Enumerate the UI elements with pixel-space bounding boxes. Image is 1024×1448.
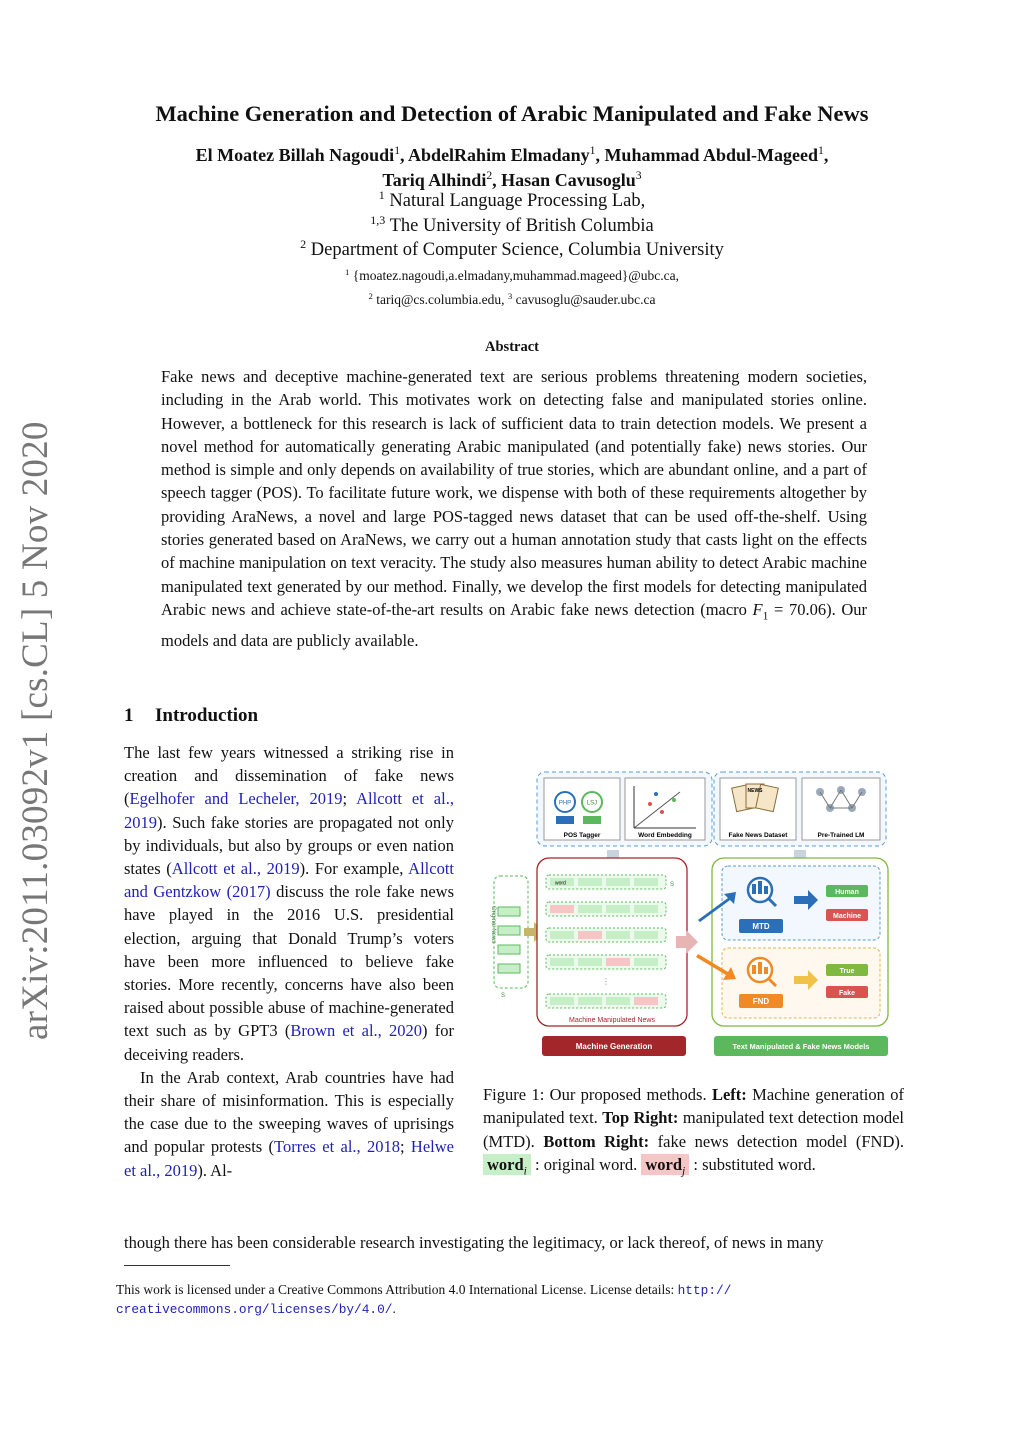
citation-link[interactable]: Helwe et al., 2019 [124, 1137, 454, 1180]
svg-text:⋮: ⋮ [602, 977, 610, 986]
svg-text:Machine Generation: Machine Generation [575, 1042, 653, 1051]
author: Hasan Cavusoglu [501, 170, 636, 190]
svg-text:Text Manipulated & Fake News M: Text Manipulated & Fake News Models [732, 1042, 870, 1051]
footnote-rule [124, 1265, 230, 1266]
svg-text:True: True [839, 968, 855, 975]
citation-link[interactable]: Allcott and Gentzkow (2017) [124, 859, 454, 902]
paragraph: The last few years witnessed a striking rise in creation and dissemination of fake news (Egelhofer and Lecheler, 2019; Allcott et al., 2019). Such fake stories are propagated not only by individuals, but also by groups or even nation states (Allcott et al., 2019). For example, Allcott and Gentzkow (2017) discuss the role fake news have played in the 2016 U.S. presidential election, arguing that Donald Trump’s voters have been more influenced to believe fake stories. More recently, concerns have also been raised about possible abuse of machine-generated text such as by GPT3 (Brown et al., 2020) for deceiving readers. [124, 743, 455, 1064]
svg-text:PHP: PHP [558, 800, 572, 807]
original-word-swatch: word$_i$ [483, 1154, 531, 1175]
author: Tariq Alhindi [382, 170, 487, 190]
paper-title: Machine Generation and Detection of Arabic Manipulated and Fake News [155, 101, 869, 126]
author: AbdelRahim Elmadany [408, 145, 590, 165]
citation-link[interactable]: Egelhofer and Lecheler, 2019 [129, 789, 343, 809]
author: El Moatez Billah Nagoudi [195, 145, 395, 165]
svg-text:Human: Human [835, 889, 859, 896]
citation-link[interactable]: Brown et al., 2020 [290, 1021, 423, 1041]
author-list: El Moatez Billah Nagoudi$^1$, AbdelRahim Elmadany$^1$, Muhammad Abdul-Mageed$^1$, Tariq Alhindi$^2$, Hasan Cavusoglu$^3$ [195, 143, 829, 190]
abstract-body: Fake news and deceptive machine-generated text are serious problems threatening modern societies, including in the Arab world. This motivates work on detecting false and manipulated stories online. However, a bottleneck for this research is lack of sufficient data to train detection models. We present a novel method for automatically generating Arabic manipulated (and potentially fake) news stories. Our method is simple and only depends on availability of true stories, which are abundant online, and a part of speech tagger (POS). To facilitate future work, we dispense with both of these requirements altogether by providing AraNews, a novel and large POS-tagged news dataset that can be used off-the-shelf. Using stories generated based on AraNews, we carry out a human annotation study that casts light on the effects of machine manipulation on text veracity. The study also measures human ability to detect Arabic machine manipulated text generated by our method. Finally, we develop the first models for detecting manipulated Arabic news and achieve state-of-the-art results on Arabic fake news detection (macro $F_1 = 70.06$). Our models and data are publicly available. [161, 367, 868, 650]
svg-text:LSJ: LSJ [586, 800, 598, 807]
svg-text:S: S [670, 882, 675, 888]
svg-text:MTD: MTD [752, 922, 770, 931]
svg-text:Original News: Original News [490, 906, 496, 944]
email-list [0, 264, 1024, 312]
affiliation: $^2$ Department of Computer Science, Columbia University [300, 236, 724, 260]
intro-column [124, 741, 454, 1182]
pretrained-lm-label: Pre-Trained LM [817, 832, 865, 839]
license-url-link[interactable]: creativecommons.org/licenses/by/4.0/ [116, 1302, 393, 1317]
affiliation: $^1$ Natural Language Processing Lab, [378, 187, 646, 211]
svg-text:FND: FND [752, 997, 770, 1006]
svg-text:Machine: Machine [832, 913, 862, 920]
fake-news-dataset-label: Fake News Dataset [728, 832, 788, 839]
email-line: $^2$ tariq@cs.columbia.edu, $^3$ cavusoglu@sauder.ubc.ca [368, 290, 656, 307]
figure-caption: Figure 1: Our proposed methods. Left: Machine generation of manipulated text. Top Right: manipulated text detection model (MTD). Bottom Right: fake news detection model (FND). word$_i$ : original word. word$_j$ : substituted word. [483, 1085, 905, 1178]
abstract-heading: Abstract [485, 339, 539, 355]
email-line: $^1$ {moatez.nagoudi,a.elmadany,muhammad.mageed}@ubc.ca, [344, 266, 680, 283]
paragraph: In the Arab context, Arab countries have had their share of misinformation. This is especially the case due to the sweeping waves of uprisings and popular protests (Torres et al., 2018; Helwe et al., 2019). Al- [124, 1067, 454, 1180]
section-heading: 1 Introduction [124, 705, 259, 726]
license-footnote: This work is licensed under a Creative Commons Attribution 4.0 International License. License details: http:// creativecommons.org/licenses/by/4.0/. [116, 1282, 732, 1317]
machine-manipulated-label: Machine Manipulated News [569, 1017, 655, 1024]
citation-link[interactable]: Torres et al., 2018 [274, 1137, 400, 1157]
arxiv-stamp: arXiv:2011.03092v1 [cs.CL] 5 Nov 2020 [15, 421, 56, 1040]
affiliation: $^{1,3}$ The University of British Columbia [370, 212, 654, 236]
license-url-link[interactable]: http:// [677, 1283, 732, 1298]
affiliations [0, 189, 1024, 263]
svg-text:NEWS: NEWS [747, 788, 763, 794]
svg-text:S: S [501, 993, 506, 999]
full-width-text: though there has been considerable research investigating the legitimacy, or lack thereof, of news in many [124, 1233, 824, 1252]
svg-text:Fake: Fake [839, 990, 855, 997]
citation-link[interactable]: Allcott et al., 2019 [171, 859, 300, 879]
pos-tagger-label: POS Tagger [563, 832, 601, 839]
word-embedding-label: Word Embedding [638, 832, 692, 839]
substituted-word-swatch: word$_j$ [641, 1154, 689, 1175]
author: Muhammad Abdul-Mageed [604, 145, 818, 165]
svg-text:word: word [555, 880, 566, 887]
citation-link[interactable]: Allcott et al., 2019 [124, 789, 454, 832]
figure-1-diagram [484, 768, 905, 1063]
